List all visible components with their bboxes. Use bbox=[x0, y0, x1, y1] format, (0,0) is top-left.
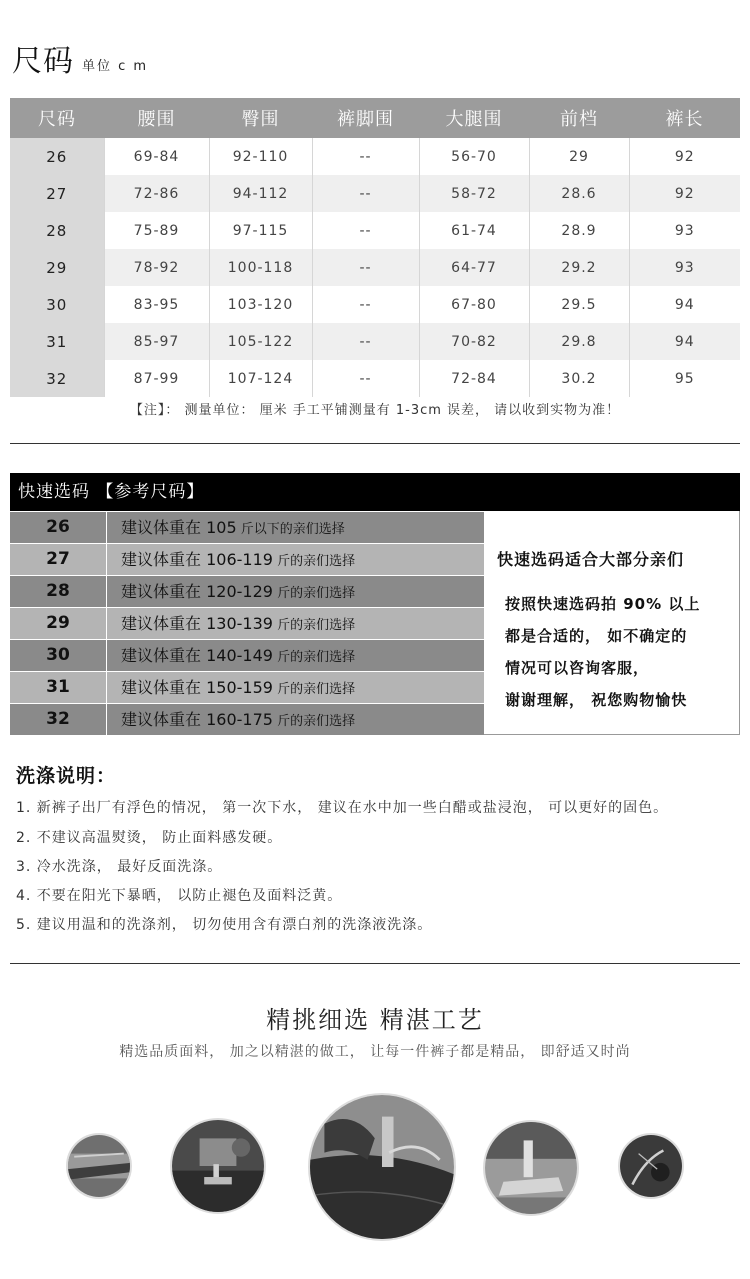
quick-select-size: 26 bbox=[10, 512, 106, 543]
table-cell: 94 bbox=[629, 323, 740, 360]
table-cell: 56-70 bbox=[419, 138, 529, 175]
table-cell: 94-112 bbox=[209, 175, 312, 212]
size-cell: 30 bbox=[10, 286, 104, 323]
washing-item: 1. 新裤子出厂有浮色的情况， 第一次下水， 建议在水中加一些白醋或盐浸泡， 可以更好的固色。 bbox=[16, 800, 669, 816]
presser-foot-photo-icon bbox=[485, 1122, 577, 1214]
table-cell: 61-74 bbox=[419, 212, 529, 249]
size-cell: 28 bbox=[10, 212, 104, 249]
column-header: 腰围 bbox=[104, 98, 209, 138]
size-cell: 32 bbox=[10, 360, 104, 397]
quick-select-row bbox=[10, 640, 484, 671]
quick-select-row bbox=[10, 512, 484, 543]
washing-title: 洗涤说明： bbox=[16, 765, 117, 787]
table-cell: 29 bbox=[529, 138, 629, 175]
craft-photo-machine bbox=[170, 1118, 266, 1214]
quick-select-size: 31 bbox=[10, 672, 106, 703]
table-cell: 29.8 bbox=[529, 323, 629, 360]
column-header: 臀围 bbox=[209, 98, 312, 138]
table-cell: 70-82 bbox=[419, 323, 529, 360]
table-cell: 97-115 bbox=[209, 212, 312, 249]
table-cell: 85-97 bbox=[104, 323, 209, 360]
quick-select-size: 28 bbox=[10, 576, 106, 607]
table-cell: 75-89 bbox=[104, 212, 209, 249]
table-row bbox=[10, 138, 740, 175]
table-cell: 28.6 bbox=[529, 175, 629, 212]
table-cell: 28.9 bbox=[529, 212, 629, 249]
quick-select-row bbox=[10, 672, 484, 703]
craft-photo-fabric bbox=[66, 1133, 132, 1199]
quick-select-size: 30 bbox=[10, 640, 106, 671]
table-cell: -- bbox=[312, 249, 419, 286]
quick-select-info-line: 谢谢理解， 祝您购物愉快 bbox=[505, 691, 688, 709]
craft-photo-thread bbox=[618, 1133, 684, 1199]
hands-sewing-photo-icon bbox=[310, 1095, 454, 1239]
table-cell: -- bbox=[312, 138, 419, 175]
table-cell: 72-86 bbox=[104, 175, 209, 212]
table-cell: 95 bbox=[629, 360, 740, 397]
column-header: 裤长 bbox=[629, 98, 740, 138]
column-header: 大腿围 bbox=[419, 98, 529, 138]
quick-select-size: 32 bbox=[10, 704, 106, 735]
quick-select-info-line: 情况可以咨询客服， bbox=[505, 659, 650, 677]
craft-title: 精挑细选 精湛工艺 bbox=[266, 1006, 484, 1034]
quick-select-header bbox=[10, 473, 740, 511]
quick-select-info-line: 都是合适的， 如不确定的 bbox=[505, 627, 688, 645]
table-cell: 29.5 bbox=[529, 286, 629, 323]
table-cell: -- bbox=[312, 286, 419, 323]
table-row bbox=[10, 212, 740, 249]
size-cell: 27 bbox=[10, 175, 104, 212]
table-cell: 92-110 bbox=[209, 138, 312, 175]
quick-select-desc: 建议体重在 150-159 斤的亲们选择 bbox=[107, 672, 484, 703]
table-cell: -- bbox=[312, 212, 419, 249]
table-cell: 83-95 bbox=[104, 286, 209, 323]
quick-select-row bbox=[10, 544, 484, 575]
table-row bbox=[10, 249, 740, 286]
page-title: 尺码 bbox=[12, 44, 74, 79]
table-cell: 92 bbox=[629, 138, 740, 175]
table-row bbox=[10, 360, 740, 397]
table-cell: 87-99 bbox=[104, 360, 209, 397]
quick-select-title: 快速选码 【参考尺码】 bbox=[18, 482, 205, 502]
table-cell: 94 bbox=[629, 286, 740, 323]
table-cell: 92 bbox=[629, 175, 740, 212]
table-row bbox=[10, 286, 740, 323]
quick-select-row bbox=[10, 704, 484, 735]
quick-select-desc: 建议体重在 105 斤以下的亲们选择 bbox=[107, 512, 484, 543]
quick-select-desc: 建议体重在 120-129 斤的亲们选择 bbox=[107, 576, 484, 607]
craft-photo-sewing bbox=[308, 1093, 456, 1241]
table-cell: -- bbox=[312, 175, 419, 212]
quick-select-desc: 建议体重在 160-175 斤的亲们选择 bbox=[107, 704, 484, 735]
craft-subtitle: 精选品质面料， 加之以精湛的做工， 让每一件裤子都是精品， 即舒适又时尚 bbox=[119, 1044, 631, 1060]
quick-select-desc: 建议体重在 106-119 斤的亲们选择 bbox=[107, 544, 484, 575]
washing-item: 2. 不建议高温熨烫， 防止面料感发硬。 bbox=[16, 830, 283, 846]
size-chart-table bbox=[10, 98, 740, 397]
quick-select-row bbox=[10, 608, 484, 639]
column-header: 裤脚围 bbox=[312, 98, 419, 138]
divider bbox=[10, 443, 740, 444]
table-cell: 30.2 bbox=[529, 360, 629, 397]
craft-photo-presser-foot bbox=[483, 1120, 579, 1216]
table-cell: 103-120 bbox=[209, 286, 312, 323]
table-cell: 72-84 bbox=[419, 360, 529, 397]
measurement-note: 【注】： 测量单位： 厘米 手工平铺测量有 1-3cm 误差， 请以收到实物为准！ bbox=[129, 403, 621, 418]
size-cell: 31 bbox=[10, 323, 104, 360]
sewing-machine-photo-icon bbox=[172, 1120, 264, 1212]
washing-item: 3. 冷水洗涤， 最好反面洗涤。 bbox=[16, 859, 223, 875]
table-cell: -- bbox=[312, 323, 419, 360]
quick-select-desc: 建议体重在 130-139 斤的亲们选择 bbox=[107, 608, 484, 639]
table-cell: 93 bbox=[629, 249, 740, 286]
table-cell: 78-92 bbox=[104, 249, 209, 286]
table-row bbox=[10, 323, 740, 360]
threading-photo-icon bbox=[620, 1135, 682, 1197]
table-row bbox=[10, 175, 740, 212]
washing-item: 5. 建议用温和的洗涤剂， 切勿使用含有漂白剂的洗涤液洗涤。 bbox=[16, 917, 433, 933]
divider bbox=[10, 963, 740, 964]
quick-select-desc: 建议体重在 140-149 斤的亲们选择 bbox=[107, 640, 484, 671]
table-cell: -- bbox=[312, 360, 419, 397]
column-header: 前档 bbox=[529, 98, 629, 138]
washing-item: 4. 不要在阳光下暴晒， 以防止褪色及面料泛黄。 bbox=[16, 888, 343, 904]
table-cell: 107-124 bbox=[209, 360, 312, 397]
table-header-row bbox=[10, 98, 740, 138]
table-cell: 93 bbox=[629, 212, 740, 249]
size-cell: 29 bbox=[10, 249, 104, 286]
table-cell: 58-72 bbox=[419, 175, 529, 212]
table-cell: 105-122 bbox=[209, 323, 312, 360]
table-cell: 29.2 bbox=[529, 249, 629, 286]
table-cell: 67-80 bbox=[419, 286, 529, 323]
table-cell: 64-77 bbox=[419, 249, 529, 286]
quick-select-size: 29 bbox=[10, 608, 106, 639]
quick-select-size: 27 bbox=[10, 544, 106, 575]
fabric-photo-icon bbox=[68, 1135, 130, 1197]
quick-select-info-title: 快速选码适合大部分亲们 bbox=[497, 550, 685, 569]
table-cell: 69-84 bbox=[104, 138, 209, 175]
table-cell: 100-118 bbox=[209, 249, 312, 286]
column-header: 尺码 bbox=[10, 98, 104, 138]
quick-select-info-line: 按照快速选码拍 90% 以上 bbox=[505, 595, 701, 613]
quick-select-row bbox=[10, 576, 484, 607]
size-cell: 26 bbox=[10, 138, 104, 175]
unit-label: 单位 c m bbox=[82, 59, 149, 74]
